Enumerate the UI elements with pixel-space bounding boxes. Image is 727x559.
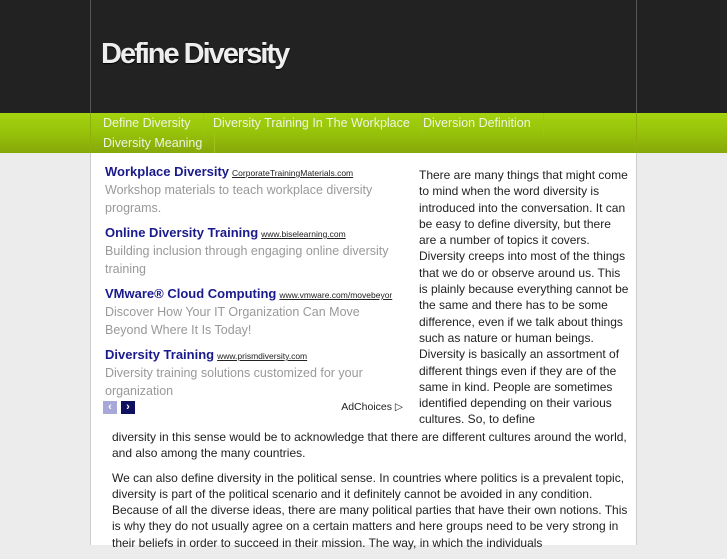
ad-block: [105, 163, 405, 407]
ad-description: Discover How Your IT Organization Can Move Beyond Where It Is Today!: [105, 305, 360, 337]
ad-url[interactable]: www.vmware.com/movebeyor: [279, 290, 393, 300]
nav-diversion-definition[interactable]: Diversion Definition: [411, 113, 544, 133]
ad-title[interactable]: VMware® Cloud Computing: [105, 286, 277, 301]
ad-description: Diversity training solutions customized for your organization: [105, 366, 363, 398]
ad-item: [105, 346, 405, 400]
article-intro: There are many things that might come to mind when the word diversity is introduced into the conversation. It can be easy to define diversity, but there are a number of topics it covers. Diversity creeps into most of the things that we do or observe around us. This is plainly because everything cannot be the same and there has to be some difference, even if we talk about things such as nature or human beings. Diversity is basically an assortment of different things even if they are of the same in kind. People are sometimes identified depending on their various cultures. So, to define: [419, 168, 629, 427]
ad-title[interactable]: Workplace Diversity: [105, 164, 230, 179]
content: [90, 153, 637, 550]
ad-prev-button[interactable]: ‹: [103, 401, 117, 414]
ad-description: Building inclusion through engaging online diversity training: [105, 244, 389, 276]
ad-navigation: [103, 401, 403, 415]
nav-define-diversity[interactable]: Define Diversity: [91, 113, 204, 133]
article-paragraph: We can also define diversity in the political sense. In countries where politics is a prevalent topic, diversity is part of the political scenario and it definitely cannot be avoided in any condition. Because of all the diverse ideas, there are many political parties that have their own notions. This is why they do not usually agree on a certain matters and here groups need to be very strong in their beliefs in order to succeed in their mission. The way, in which the individuals: [112, 470, 628, 550]
ad-url[interactable]: CorporateTrainingMaterials.com: [232, 168, 354, 178]
nav-diversity-meaning[interactable]: Diversity Meaning: [91, 133, 215, 153]
ad-title[interactable]: Online Diversity Training: [105, 225, 259, 240]
ad-item: [105, 163, 405, 217]
ad-item: [105, 224, 405, 278]
ad-url[interactable]: www.prismdiversity.com: [217, 351, 308, 361]
adchoices-link[interactable]: AdChoices ▷: [341, 401, 403, 413]
ad-description: Workshop materials to teach workplace diversity programs.: [105, 183, 373, 215]
nav-diversity-training-workplace[interactable]: Diversity Training In The Workplace: [201, 113, 423, 133]
ad-next-button[interactable]: ›: [121, 401, 135, 414]
ad-url[interactable]: www.biselearning.com: [261, 229, 346, 239]
article-paragraph: diversity in this sense would be to acknowledge that there are different cultures around the world, and also among the many countries.: [112, 430, 627, 461]
ad-title[interactable]: Diversity Training: [105, 347, 215, 362]
main-nav: [0, 113, 727, 153]
header: [0, 0, 727, 113]
ad-item: [105, 285, 405, 339]
article-body: [112, 429, 632, 559]
site-title[interactable]: Define Diversity: [101, 38, 289, 70]
